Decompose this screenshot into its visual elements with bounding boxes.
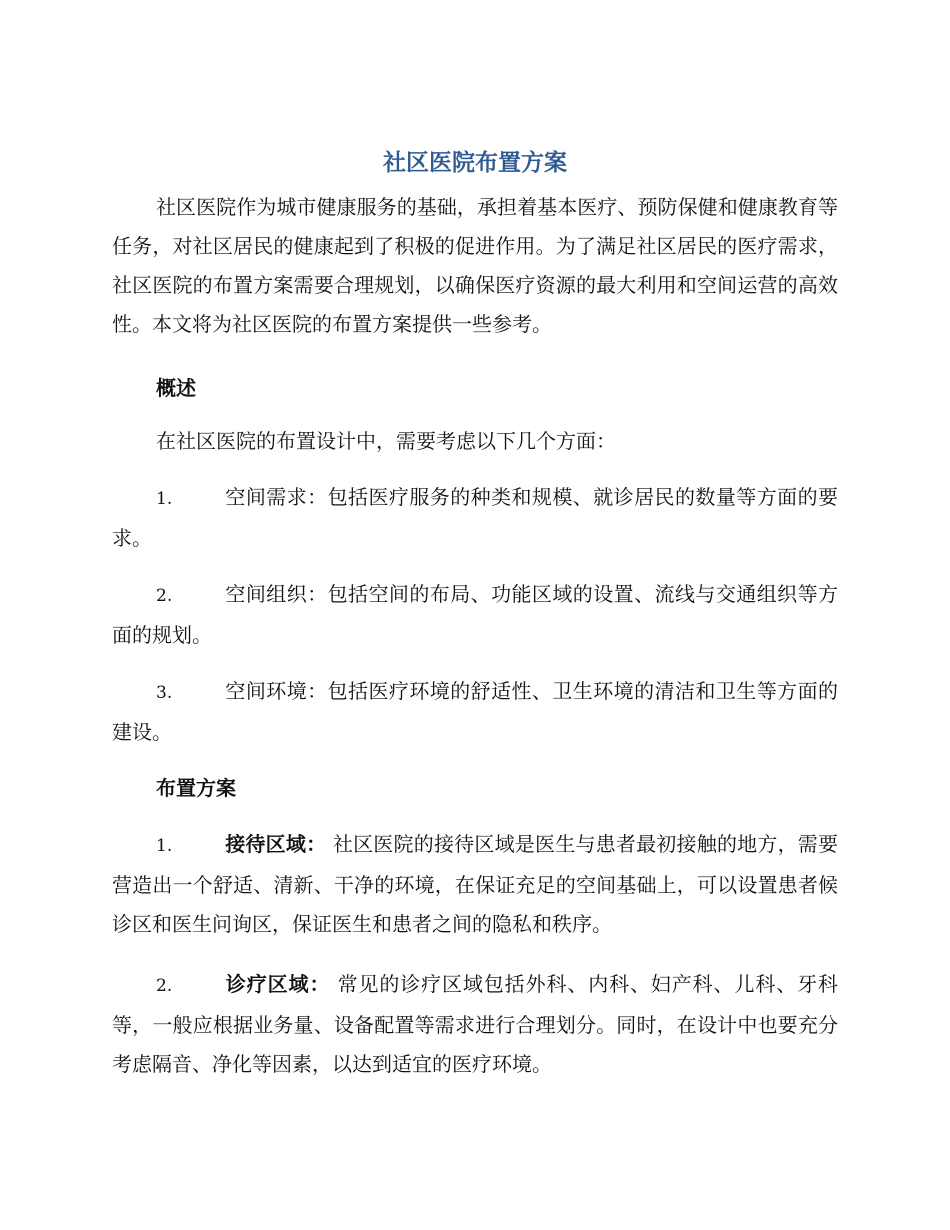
list-item <box>112 478 838 558</box>
list-text: 空间组织：包括空间的布局、功能区域的设置、流线与交通组织等方面的规划。 <box>112 582 838 647</box>
list-number: 1. <box>156 489 173 509</box>
list-label: 接待区域： <box>225 832 327 856</box>
list-item <box>112 672 838 752</box>
section-heading-overview: 概述 <box>156 376 196 400</box>
list-text: 社区医院的接待区域是医生与患者最初接触的地方，需要营造出一个舒适、清新、干净的环境，在保证充足的空间基础上，可以设置患者候诊区和医生问询区，保证医生和患者之间的隐私和秩序。 <box>112 832 839 936</box>
list-number: 3. <box>156 683 173 703</box>
list-number: 1. <box>156 836 173 856</box>
list-number: 2. <box>156 976 173 996</box>
section-heading-plan: 布置方案 <box>156 776 236 800</box>
list-number: 2. <box>156 586 173 606</box>
list-text: 空间环境：包括医疗环境的舒适性、卫生环境的清洁和卫生等方面的建设。 <box>112 679 838 744</box>
intro-paragraph: 社区医院作为城市健康服务的基础，承担着基本医疗、预防保健和健康教育等任务，对社区居民的健康起到了积极的促进作用。为了满足社区居民的医疗需求，社区医院的布置方案需要合理规划，以确保医疗资源的最大利用和空间运营的高效性。本文将为社区医院的布置方案提供一些参考。 <box>112 195 838 336</box>
list-text: 空间需求：包括医疗服务的种类和规模、就诊居民的数量等方面的要求。 <box>112 485 838 550</box>
list-item <box>112 965 838 1084</box>
document-title: 社区医院布置方案 <box>383 150 567 176</box>
list-item <box>112 575 838 655</box>
list-item <box>112 825 838 944</box>
list-label: 诊疗区域： <box>225 972 331 996</box>
overview-lead: 在社区医院的布置设计中，需要考虑以下几个方面： <box>156 429 616 453</box>
list-text: 常见的诊疗区域包括外科、内科、妇产科、儿科、牙科等，一般应根据业务量、设备配置等需求进行合理划分。同时，在设计中也要充分考虑隔音、净化等因素，以达到适宜的医疗环境。 <box>112 972 839 1076</box>
